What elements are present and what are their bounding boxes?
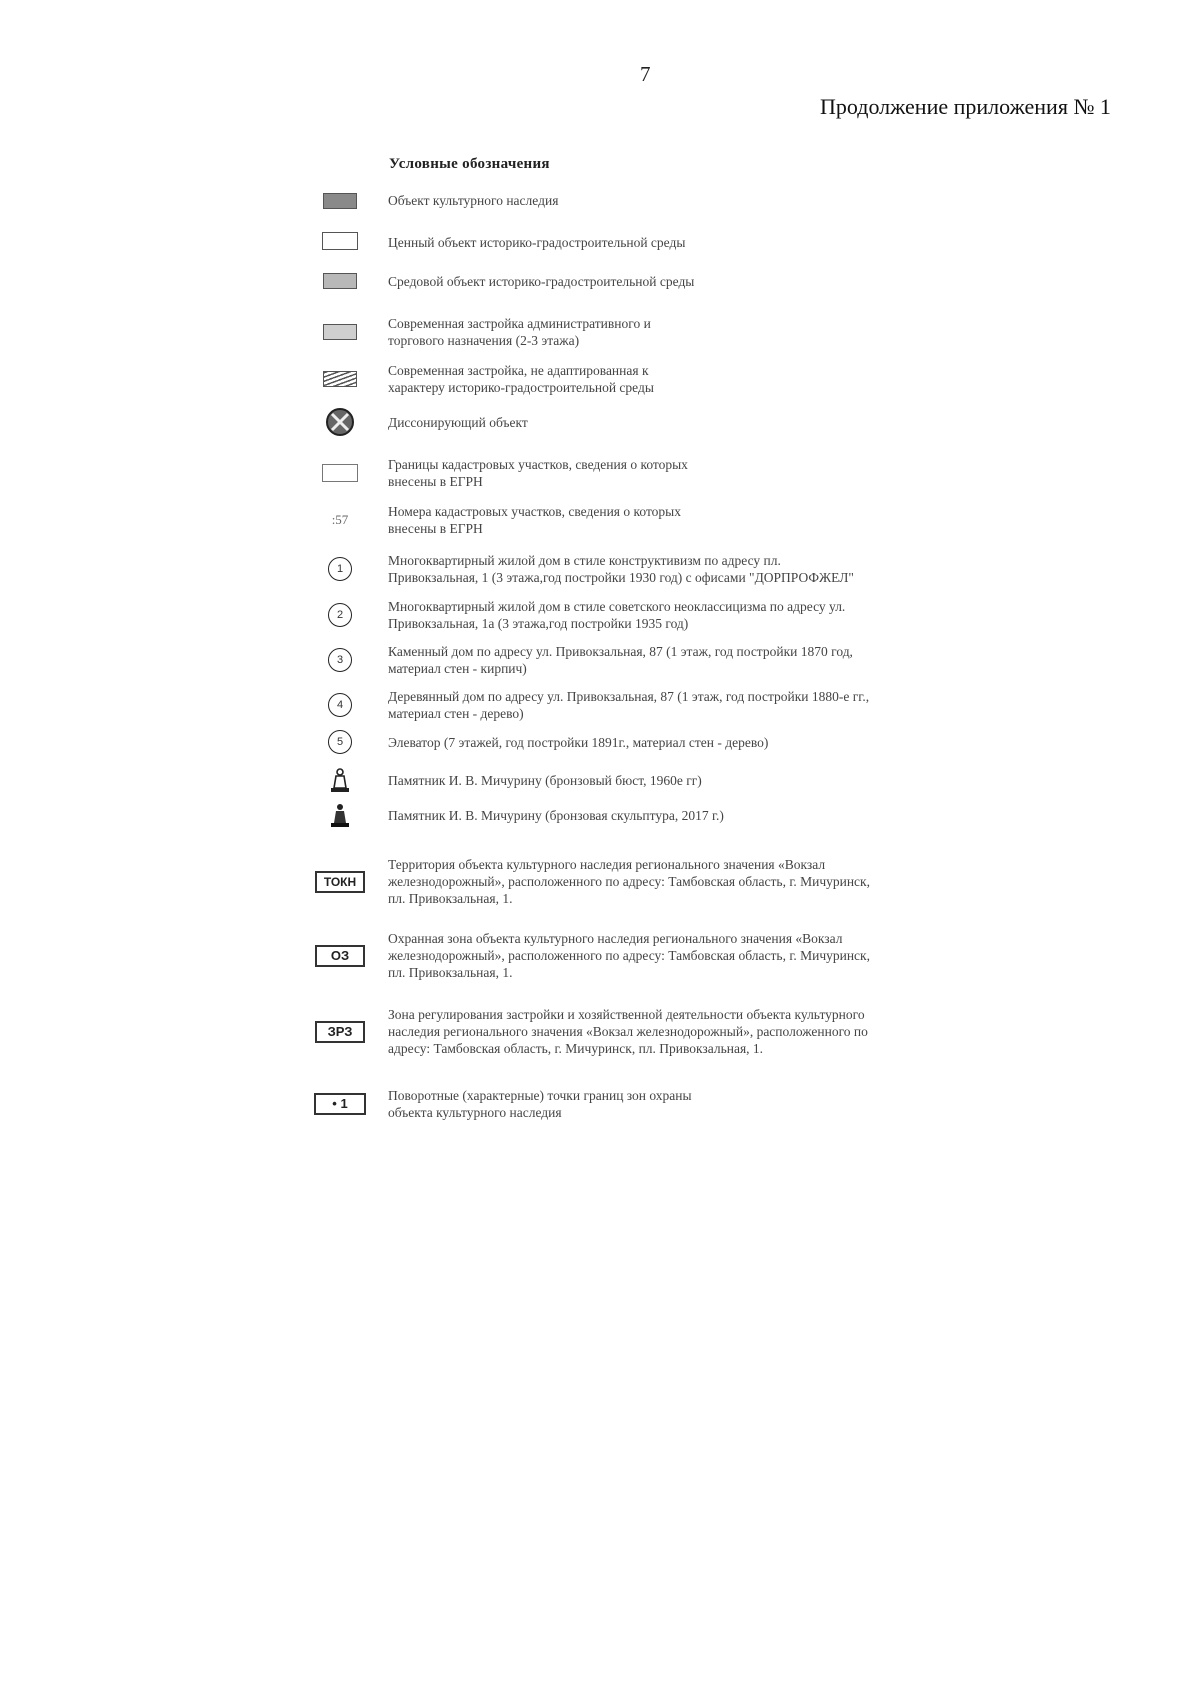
- marker-1-icon: [300, 552, 380, 586]
- marker-5-icon: [300, 729, 380, 755]
- legend-text-line: Привокзальная, 1 (3 этажа,год постройки 1930 год) с офисами "ДОРПРОФЖЕЛ": [388, 570, 854, 585]
- valuable-object-swatch-icon: [300, 230, 380, 252]
- cadastral-boundary-icon: [300, 456, 380, 490]
- legend-text-line: Памятник И. В. Мичурину (бронзовая скульптура, 2017 г.): [388, 808, 724, 823]
- legend-text-line: Привокзальная, 1а (3 этажа,год постройки 1935 год): [388, 616, 689, 631]
- legend-text-line: Охранная зона объекта культурного наследия регионального значения «Вокзал: [388, 931, 843, 946]
- legend-text-line: пл. Привокзальная, 1.: [388, 965, 513, 980]
- legend-text-line: Многоквартирный жилой дом в стиле советского неоклассицизма по адресу ул.: [388, 599, 846, 614]
- legend-text-line: внесены в ЕГРН: [388, 521, 483, 536]
- legend-text-line: Многоквартирный жилой дом в стиле конструктивизм по адресу пл.: [388, 553, 781, 568]
- legend-text-line: Поворотные (характерные) точки границ зон охраны: [388, 1088, 692, 1103]
- marker-3-icon: [300, 643, 380, 677]
- legend-text-line: Каменный дом по адресу ул. Привокзальная, 87 (1 этаж, год постройки 1870 год,: [388, 644, 853, 659]
- legend-text-line: материал стен - дерево): [388, 706, 524, 721]
- cadastral-number-symbol: :57: [331, 512, 349, 527]
- turning-point-badge-icon: [300, 1087, 380, 1121]
- legend-text-line: Деревянный дом по адресу ул. Привокзальная, 87 (1 этаж, год постройки 1880-е гг.,: [388, 689, 870, 704]
- legend-text-line: Диссонирующий объект: [388, 415, 528, 430]
- legend-text-line: пл. Привокзальная, 1.: [388, 891, 513, 906]
- marker-number: 2: [336, 609, 344, 621]
- monument-filled-icon: [300, 802, 380, 830]
- legend-text-line: адресу: Тамбовская область, г. Мичуринск, пл. Привокзальная, 1.: [388, 1041, 764, 1056]
- legend-title: Условные обозначения: [389, 156, 550, 172]
- marker-number: 1: [336, 563, 344, 575]
- legend-text-line: объекта культурного наследия: [388, 1105, 562, 1120]
- legend-text-line: Номера кадастровых участков, сведения о которых: [388, 504, 682, 519]
- legend-text-line: железнодорожный», расположенного по адресу: Тамбовская область, г. Мичуринск,: [388, 874, 870, 889]
- modern-admin-swatch-icon: [300, 315, 380, 349]
- tokn-badge-icon: [300, 856, 380, 907]
- badge-label: ОЗ: [330, 947, 350, 963]
- cadastral-number-icon: [300, 503, 380, 537]
- legend-text-line: Памятник И. В. Мичурину (бронзовый бюст, 1960е гг): [388, 773, 702, 788]
- legend-text-line: Объект культурного наследия: [388, 193, 559, 208]
- legend-text-line: Средовой объект историко-градостроительной среды: [388, 274, 695, 289]
- badge-label: • 1: [332, 1096, 348, 1111]
- legend-text-line: Ценный объект историко-градостроительной среды: [388, 235, 686, 250]
- legend-text-line: Элеватор (7 этажей, год постройки 1891г., материал стен - дерево): [388, 735, 769, 750]
- legend-text-line: Границы кадастровых участков, сведения о которых: [388, 457, 688, 472]
- cultural-heritage-swatch-icon: [300, 190, 380, 212]
- environmental-object-swatch-icon: [300, 270, 380, 292]
- appendix-heading: Продолжение приложения № 1: [820, 94, 1111, 119]
- legend-text-line: Территория объекта культурного наследия регионального значения «Вокзал: [388, 857, 826, 872]
- oz-badge-icon: [300, 930, 380, 981]
- legend-text-line: Современная застройка административного и: [388, 316, 651, 331]
- legend-text-line: железнодорожный», расположенного по адресу: Тамбовская область, г. Мичуринск,: [388, 948, 870, 963]
- marker-number: 3: [336, 654, 344, 666]
- page-number: 7: [640, 62, 651, 86]
- legend-text-line: внесены в ЕГРН: [388, 474, 483, 489]
- legend-text-line: материал стен - кирпич): [388, 661, 527, 676]
- badge-label: ТОКН: [323, 874, 357, 889]
- legend-text-line: торгового назначения (2-3 этажа): [388, 333, 580, 348]
- marker-4-icon: [300, 688, 380, 722]
- modern-nonadapted-hatched-icon: [300, 362, 380, 396]
- legend-text-line: наследия регионального значения «Вокзал железнодорожный», расположенного по: [388, 1024, 868, 1039]
- legend-text-line: Зона регулирования застройки и хозяйственной деятельности объекта культурного: [388, 1007, 865, 1022]
- marker-number: 4: [336, 699, 344, 711]
- zrz-badge-icon: [300, 1006, 380, 1057]
- dissonant-object-icon: [300, 407, 380, 437]
- marker-number: 5: [336, 736, 344, 748]
- marker-2-icon: [300, 598, 380, 632]
- legend-text-line: Современная застройка, не адаптированная к: [388, 363, 649, 378]
- legend-text-line: характеру историко-градостроительной среды: [388, 380, 654, 395]
- monument-outline-icon: [300, 767, 380, 795]
- badge-label: ЗРЗ: [327, 1023, 353, 1039]
